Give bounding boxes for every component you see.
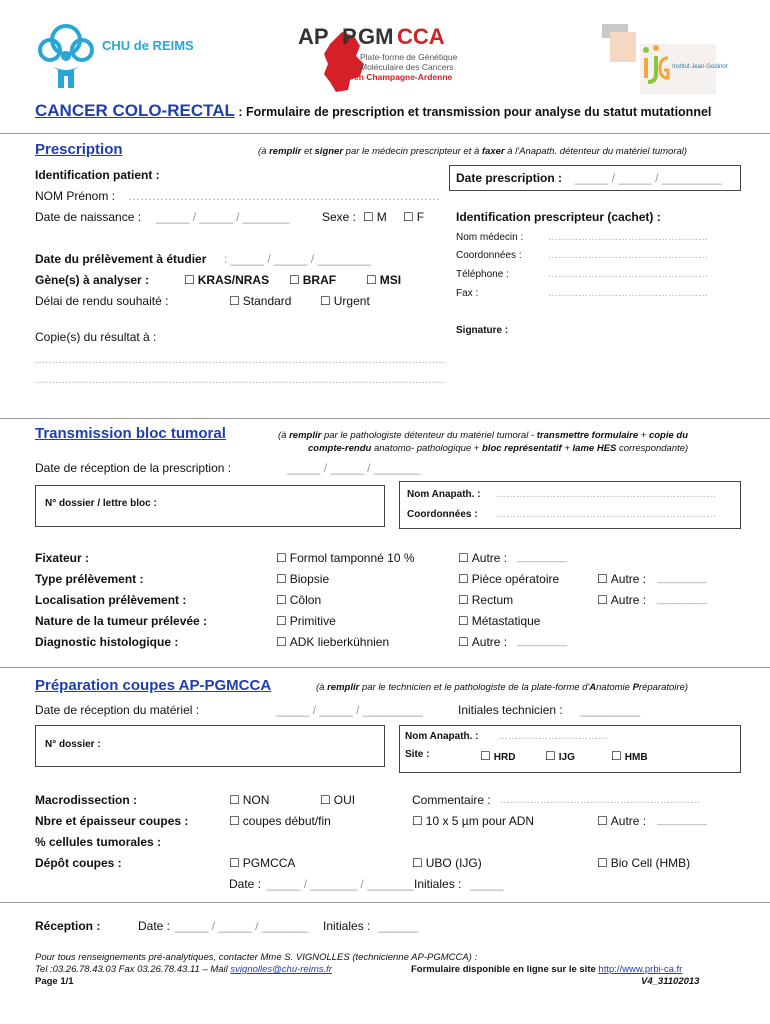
divider xyxy=(0,902,770,903)
sexe-m-checkbox[interactable]: ☐ M xyxy=(363,210,387,224)
reception-label: Réception : xyxy=(35,919,101,933)
nom-anapath-label: Nom Anapath. : xyxy=(407,489,481,500)
formol-checkbox[interactable]: ☐ Formol tamponné 10 % xyxy=(276,551,415,565)
birthdate-field[interactable]: _____ / _____ / _______ xyxy=(156,210,290,224)
colon-checkbox[interactable]: ☐ Côlon xyxy=(276,593,321,607)
autre-type-field[interactable]: _________ xyxy=(657,573,708,584)
tree-person-icon xyxy=(30,22,102,94)
coordonnees-label: Coordonnées : xyxy=(456,250,522,261)
nom-prenom-label: NOM Prénom : xyxy=(35,189,116,203)
piece-operatoire-checkbox[interactable]: ☐ Pièce opératoire xyxy=(458,572,559,586)
reception-prescription-field[interactable]: _____ / _____ / _______ xyxy=(287,461,421,475)
copie-label: Copie(s) du résultat à : xyxy=(35,330,157,344)
chu-logo-text: CHU de REIMS xyxy=(102,38,194,53)
coupes-debut-fin-checkbox[interactable]: ☐ coupes début/fin xyxy=(229,814,331,828)
autre-diagnostic-field[interactable]: _________ xyxy=(517,636,568,647)
date-prelevement-field[interactable]: : _____ / _____ / ________ xyxy=(224,252,371,266)
coordonnees-field[interactable]: ………………………………………… xyxy=(548,250,708,261)
divider xyxy=(0,418,770,419)
site-ijg-checkbox[interactable]: ☐ IJG xyxy=(545,749,575,763)
delai-label: Délai de rendu souhaité : xyxy=(35,294,169,308)
date-prescription-label: Date prescription : xyxy=(456,171,563,185)
section-heading-prescription: Prescription xyxy=(35,141,123,158)
coordonnees-anapath-label: Coordonnées : xyxy=(407,509,478,520)
localisation-label: Localisation prélèvement : xyxy=(35,593,187,607)
ap-sub1: Plate-forme de Génétique xyxy=(360,52,458,62)
website-link[interactable]: http://www.prbi-ca.fr xyxy=(598,964,683,975)
depot-initiales-label: Initiales : xyxy=(414,877,462,891)
godinot-label: Institut Jean-Godinot xyxy=(672,64,728,70)
dossier-bloc-label: N° dossier / lettre bloc : xyxy=(45,498,157,509)
reception-materiel-field[interactable]: _____ / _____ / _________ xyxy=(276,703,423,717)
autre-fixateur-field[interactable]: _________ xyxy=(517,552,568,563)
chu-reims-logo xyxy=(30,22,210,92)
divider xyxy=(0,667,770,668)
copie-line-2[interactable]: …………………………………………………………………………………………………………… xyxy=(35,375,445,386)
prep-nom-anapath-field[interactable]: …………………………… xyxy=(498,731,608,742)
nom-medecin-field[interactable]: ………………………………………… xyxy=(548,232,708,243)
ap-sub3: en Champagne-Ardenne xyxy=(354,72,453,82)
autre-coupes-field[interactable]: _________ xyxy=(657,815,708,826)
biopsie-checkbox[interactable]: ☐ Biopsie xyxy=(276,572,329,586)
reception-initiales-label: Initiales : xyxy=(323,919,371,933)
nom-medecin-label: Nom médecin : xyxy=(456,232,524,243)
site-hmb-checkbox[interactable]: ☐ HMB xyxy=(611,749,648,763)
standard-checkbox[interactable]: ☐ Standard xyxy=(229,294,291,308)
telephone-field[interactable]: ………………………………………… xyxy=(548,269,708,280)
ident-prescripteur-label: Identification prescripteur (cachet) : xyxy=(456,210,661,224)
macro-non-checkbox[interactable]: ☐ NON xyxy=(229,793,269,807)
commentaire-field[interactable]: …………………………………………………… xyxy=(500,795,700,806)
title-main: CANCER COLO-RECTAL xyxy=(35,101,235,120)
reception-initiales-field[interactable]: ______ xyxy=(378,919,419,933)
macrodissection-label: Macrodissection : xyxy=(35,793,138,807)
transmission-hint-line1: (à remplir par le pathologiste détenteur du matériel tumoral - transmettre formulaire + copie du xyxy=(278,430,689,441)
p-letter: P xyxy=(342,24,357,49)
gene-braf-checkbox[interactable]: ☐ BRAF xyxy=(289,273,336,287)
site-label: Site : xyxy=(405,749,430,760)
reception-materiel-label: Date de réception du matériel : xyxy=(35,703,200,717)
depot-biocell-checkbox[interactable]: ☐ Bio Cell (HMB) xyxy=(597,856,690,870)
birthdate-label: Date de naissance : xyxy=(35,210,142,224)
telephone-label: Téléphone : xyxy=(456,269,509,280)
nature-label: Nature de la tumeur prélevée : xyxy=(35,614,208,628)
rectum-checkbox[interactable]: ☐ Rectum xyxy=(458,593,513,607)
prescription-hint: (à remplir et signer par le médecin prescripteur et à faxer à l'Anapath. détenteur du matériel tumoral) xyxy=(258,146,688,157)
genes-label: Gène(s) à analyser : xyxy=(35,273,150,287)
autre-localisation-checkbox[interactable]: ☐ Autre : xyxy=(597,593,646,607)
depot-date-field[interactable]: _____ / _______ / _______ xyxy=(267,877,414,891)
nom-prenom-field[interactable]: …………………………………………………………………… xyxy=(128,189,440,203)
section-heading-transmission: Transmission bloc tumoral xyxy=(35,425,226,442)
sexe-label: Sexe : xyxy=(322,210,357,224)
cellules-tumorales-label: % cellules tumorales : xyxy=(35,835,162,849)
fax-field[interactable]: ………………………………………… xyxy=(548,288,708,299)
initiales-technicien-label: Initiales technicien : xyxy=(458,703,563,717)
godinot-logo xyxy=(600,22,728,96)
autre-localisation-field[interactable]: _________ xyxy=(657,594,708,605)
reception-prescription-label: Date de réception de la prescription : xyxy=(35,461,232,475)
depot-pgmcca-checkbox[interactable]: ☐ PGMCCA xyxy=(229,856,295,870)
nom-anapath-field[interactable]: ………………………………………………………… xyxy=(496,489,716,500)
depot-date-label: Date : xyxy=(229,877,262,891)
initiales-technicien-field[interactable]: _________ xyxy=(580,703,641,717)
type-prelevement-label: Type prélèvement : xyxy=(35,572,144,586)
title-sub: : Formulaire de prescription et transmission pour analyse du statut mutationnel xyxy=(234,105,712,119)
nbre-coupes-label: Nbre et épaisseur coupes : xyxy=(35,814,189,828)
gm-letters: GM xyxy=(358,24,394,49)
fixateur-label: Fixateur : xyxy=(35,551,90,565)
primitive-checkbox[interactable]: ☐ Primitive xyxy=(276,614,336,628)
depot-initiales-field[interactable]: _____ xyxy=(470,877,504,891)
prep-nom-anapath-label: Nom Anapath. : xyxy=(405,731,479,742)
section-heading-preparation: Préparation coupes AP-PGMCCA xyxy=(35,677,272,694)
footer-online: Formulaire disponible en ligne sur le site http://www.prbi-ca.fr xyxy=(411,964,683,975)
copie-line-1[interactable]: …………………………………………………………………………………………………………… xyxy=(35,355,445,366)
macro-oui-checkbox[interactable]: ☐ OUI xyxy=(320,793,355,807)
autre-coupes-checkbox[interactable]: ☐ Autre : xyxy=(597,814,646,828)
preparation-hint: (à remplir par le technicien et le pathologiste de la plate-forme d'Anatomie Préparatoire) xyxy=(316,682,689,693)
ap-letters: AP xyxy=(298,24,329,49)
diagnostic-label: Diagnostic histologique : xyxy=(35,635,179,649)
version-label: V4_31102013 xyxy=(641,976,700,987)
page-number: Page 1/1 xyxy=(35,976,74,987)
autre-diagnostic-checkbox[interactable]: ☐ Autre : xyxy=(458,635,507,649)
reception-date-label: Date : xyxy=(138,919,171,933)
coordonnees-anapath-field[interactable]: ………………………………………………………… xyxy=(496,509,716,520)
footer-contact-line2: Tel :03.26.78.43.03 Fax 03.26.78.43.11 – Mail svignolles@chu-reims.fr xyxy=(35,964,332,975)
signature-label: Signature : xyxy=(456,325,509,336)
autre-type-checkbox[interactable]: ☐ Autre : xyxy=(597,572,646,586)
ap-sub2: Moléculaire des Cancers xyxy=(360,62,454,72)
dossier-label: N° dossier : xyxy=(45,739,101,750)
date-prelevement-label: Date du prélèvement à étudier xyxy=(35,252,207,266)
autre-fixateur-checkbox[interactable]: ☐ Autre : xyxy=(458,551,507,565)
adk-checkbox[interactable]: ☐ ADK lieberkühnien xyxy=(276,635,389,649)
form-title xyxy=(35,101,711,121)
sexe-f-checkbox[interactable]: ☐ F xyxy=(403,210,424,224)
urgent-checkbox[interactable]: ☐ Urgent xyxy=(320,294,370,308)
email-link[interactable]: svignolles@chu-reims.fr xyxy=(230,964,332,975)
transmission-hint-line2: compte-rendu anatomo- pathologique + bloc représentatif + lame HES correspondante) xyxy=(308,443,689,454)
footer-contact-line1: Pour tous renseignements pré-analytiques, contacter Mme S. VIGNOLLES (technicienne AP-PGMCCA) : xyxy=(35,952,478,963)
gene-kras-checkbox[interactable]: ☐ KRAS/NRAS xyxy=(184,273,269,287)
date-prescription-field[interactable]: _____ / _____ / _________ xyxy=(575,171,722,185)
depot-ubo-checkbox[interactable]: ☐ UBO (IJG) xyxy=(412,856,482,870)
divider xyxy=(0,133,770,134)
ijg-logo-icon xyxy=(638,44,674,84)
gene-msi-checkbox[interactable]: ☐ MSI xyxy=(366,273,401,287)
ap-pgmcca-logo xyxy=(298,24,468,94)
site-hrd-checkbox[interactable]: ☐ HRD xyxy=(480,749,515,763)
reception-date-field[interactable]: _____ / _____ / _______ xyxy=(175,919,309,933)
cca-letters: CCA xyxy=(397,24,445,49)
metastatique-checkbox[interactable]: ☐ Métastatique xyxy=(458,614,540,628)
adn-checkbox[interactable]: ☐ 10 x 5 µm pour ADN xyxy=(412,814,534,828)
depot-coupes-label: Dépôt coupes : xyxy=(35,856,122,870)
identification-label: Identification patient : xyxy=(35,168,160,182)
fax-label: Fax : xyxy=(456,288,479,299)
commentaire-label: Commentaire : xyxy=(412,793,491,807)
